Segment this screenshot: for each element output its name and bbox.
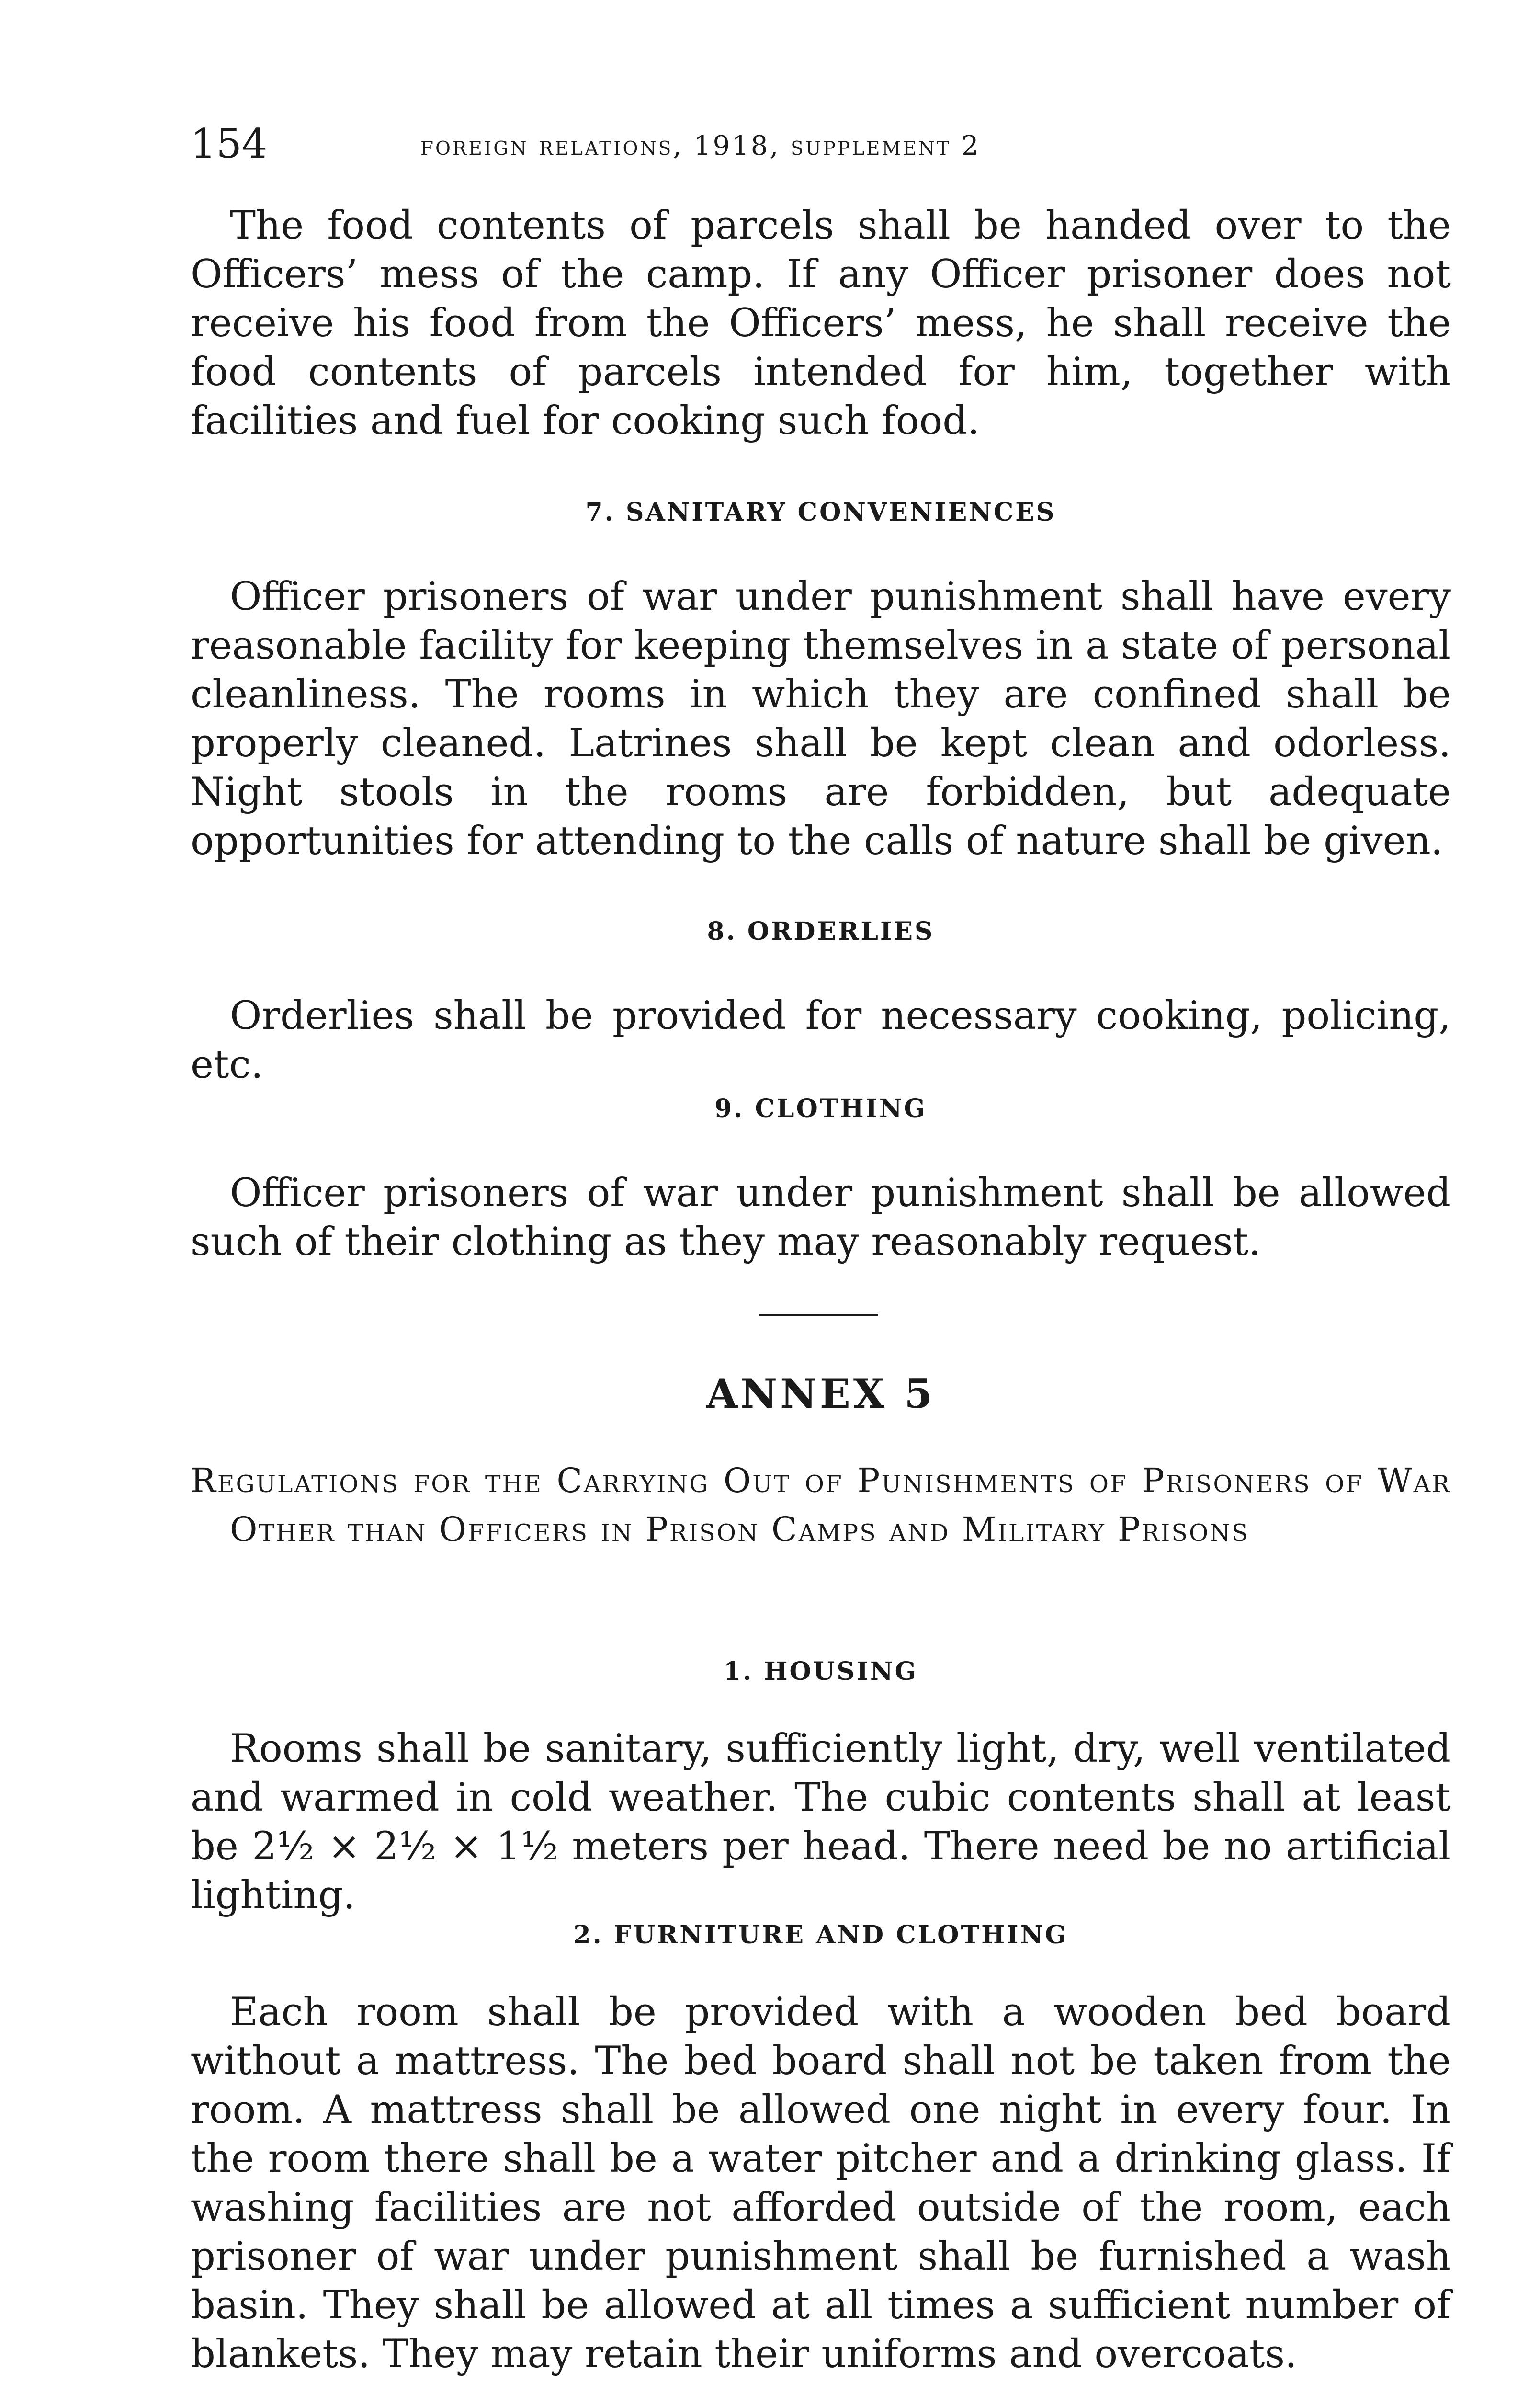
annex-title: ANNEX 5: [706, 1370, 935, 1417]
paragraph-sanitary: Officer prisoners of war under punishment shall have every reasonable facility for keeping themselves in a state of personal cleanliness. The rooms in which they are confined shall be properly cleaned. Latrines shall be kept clean and odorless. Night stools in the rooms are forbidden, but adequate opportunities for attending to the calls of nature shall be given.: [191, 574, 1451, 864]
page-header: [191, 120, 1451, 172]
paragraph-housing: Rooms shall be sanitary, sufficiently light, dry, well ventilated and warmed in cold weather. The cubic contents shall at least be 2½ × 2½ × 1½ meters per head. There need be no artificial lighting.: [191, 1726, 1451, 1918]
running-head: foreign relations, 1918, supplement 2: [420, 130, 981, 161]
page-number: 154: [191, 120, 268, 167]
paragraph-food: The food contents of parcels shall be handed over to the Officers’ mess of the camp. If any Officer prisoner does not receive his food from the Officers’ mess, he shall receive the food contents of parcels intended for him, together with facilities and fuel for cooking such food.: [191, 203, 1451, 444]
heading-housing: 1. HOUSING: [724, 1657, 918, 1686]
section-divider: [759, 1314, 878, 1316]
heading-clothing: 9. CLOTHING: [714, 1094, 927, 1123]
heading-furniture: 2. FURNITURE AND CLOTHING: [573, 1920, 1068, 1950]
annex-subtitle: Regulations for the Carrying Out of Punishments of Prisoners of War Other than Officers in Prison Camps and Military Prisons: [191, 1461, 1451, 1549]
paragraph-orderlies: Orderlies shall be provided for necessary cooking, policing, etc.: [191, 993, 1451, 1087]
heading-orderlies: 8. ORDERLIES: [707, 917, 935, 946]
paragraph-clothing: Officer prisoners of war under punishment shall be allowed such of their clothing as they may reasonably request.: [191, 1171, 1451, 1265]
paragraph-furniture: Each room shall be provided with a wooden bed board without a mattress. The bed board shall not be taken from the room. A mattress shall be allowed one night in every four. In the room there shall be a water pitcher and a drinking glass. If washing facilities are not afforded outside of the room, each prisoner of war under punishment shall be furnished a wash basin. They shall be allowed at all times a sufficient number of blankets. They may retain their uniforms and overcoats.: [191, 1990, 1451, 2377]
heading-sanitary: 7. SANITARY CONVENIENCES: [585, 498, 1056, 527]
